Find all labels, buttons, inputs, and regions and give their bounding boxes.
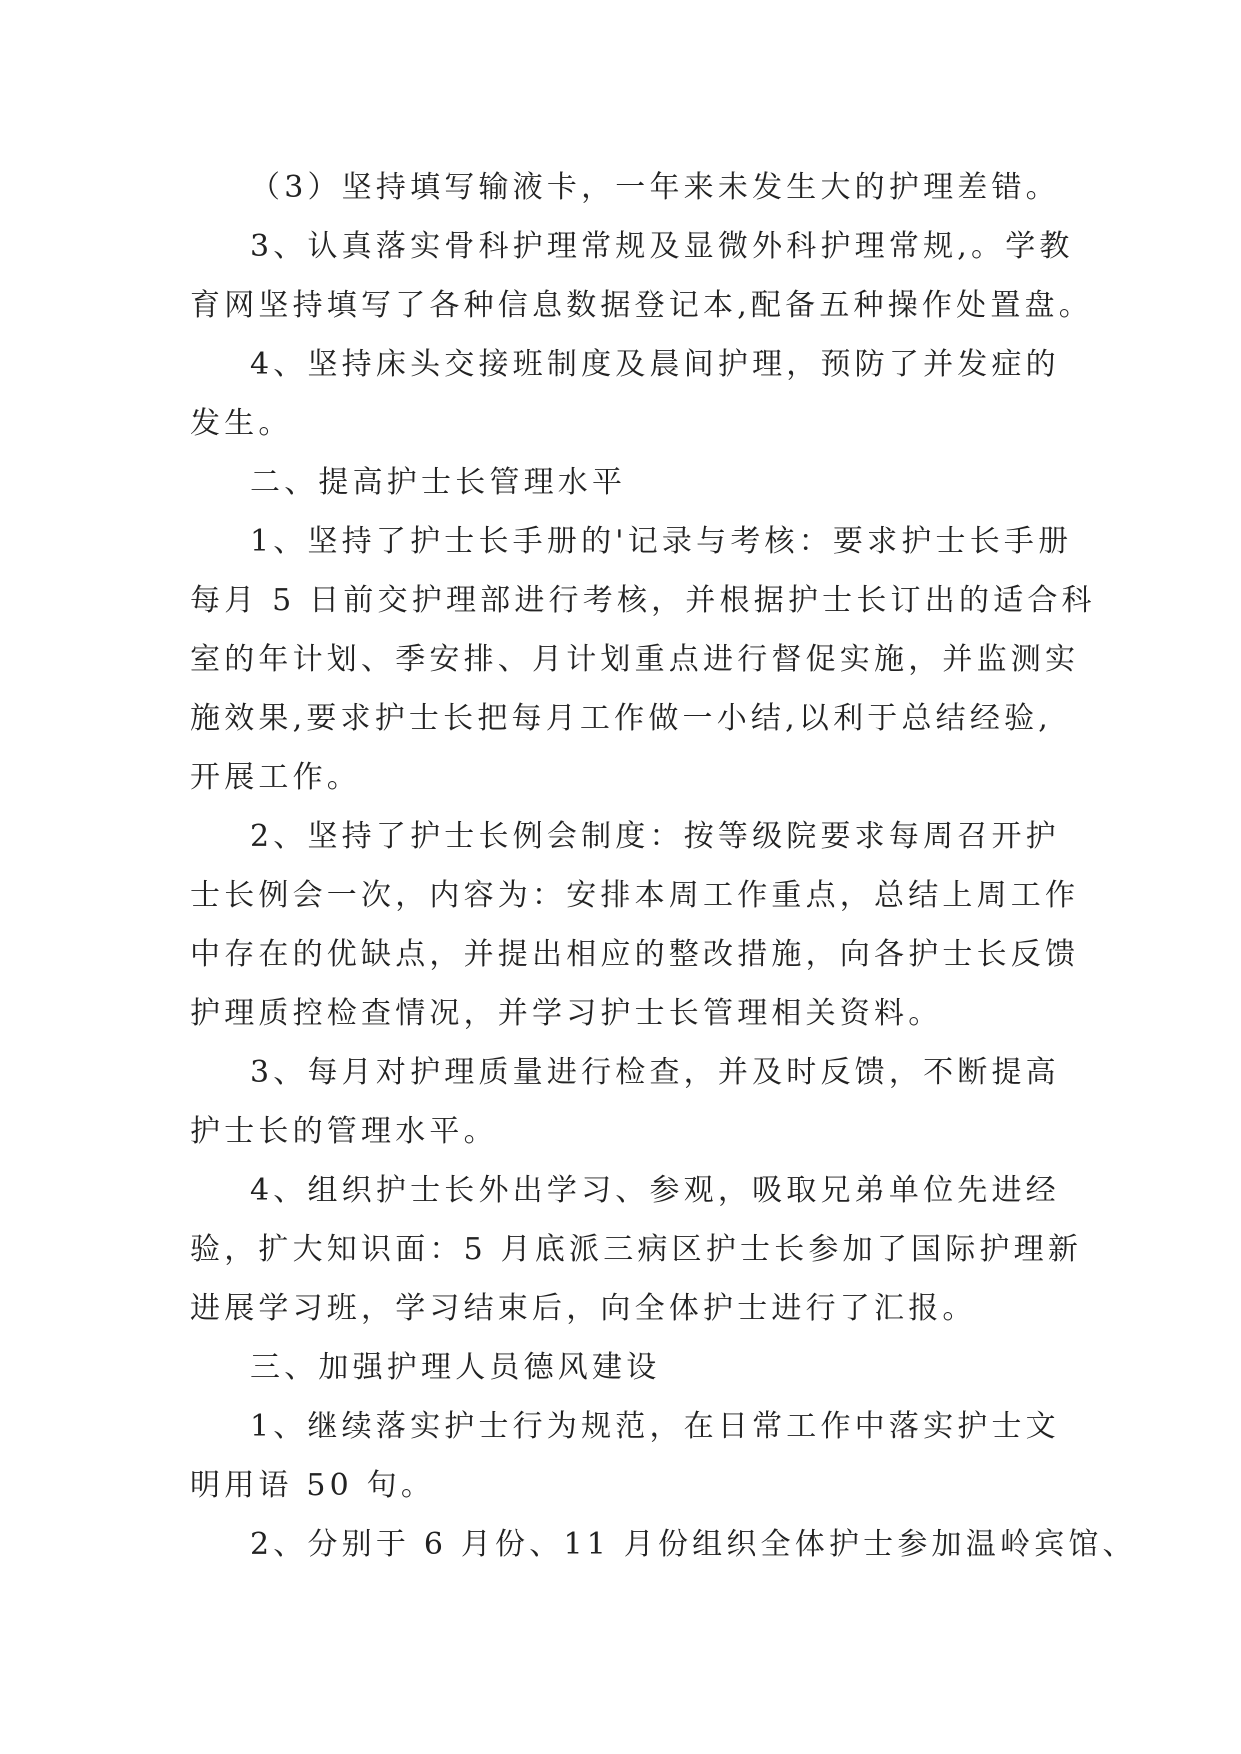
text-line: 发生。 bbox=[190, 406, 293, 441]
section-heading: 二、提高护士长管理水平 bbox=[250, 465, 627, 500]
text-line: 4、坚持床头交接班制度及晨间护理，预防了并发症的 bbox=[250, 347, 1060, 382]
text-line: 1、坚持了护士长手册的'记录与考核：要求护士长手册 bbox=[250, 524, 1073, 559]
text-line: 育网坚持填写了各种信息数据登记本,配备五种操作处置盘。 bbox=[190, 288, 1093, 323]
text-line: 室的年计划、季安排、月计划重点进行督促实施，并监测实 bbox=[190, 642, 1080, 677]
text-line: 施效果,要求护士长把每月工作做一小结,以利于总结经验, bbox=[190, 701, 1053, 736]
text-line: 士长例会一次，内容为：安排本周工作重点，总结上周工作 bbox=[190, 878, 1080, 913]
text-line: 1、继续落实护士行为规范，在日常工作中落实护士文 bbox=[250, 1409, 1060, 1444]
text-line: 验，扩大知识面：5 月底派三病区护士长参加了国际护理新 bbox=[190, 1232, 1083, 1267]
text-line: 护士长的管理水平。 bbox=[190, 1114, 498, 1149]
text-line: 3、每月对护理质量进行检查，并及时反馈，不断提高 bbox=[250, 1055, 1060, 1090]
text-line: 3、认真落实骨科护理常规及显微外科护理常规,。学教 bbox=[250, 229, 1074, 264]
text-line: 2、坚持了护士长例会制度：按等级院要求每周召开护 bbox=[250, 819, 1060, 854]
text-line: 中存在的优缺点，并提出相应的整改措施，向各护士长反馈 bbox=[190, 937, 1080, 972]
text-line: 2、分别于 6 月份、11 月份组织全体护士参加温岭宾馆、 bbox=[250, 1527, 1137, 1562]
text-line: 明用语 50 句。 bbox=[190, 1468, 436, 1503]
text-line: 开展工作。 bbox=[190, 760, 361, 795]
text-line: 护理质控检查情况，并学习护士长管理相关资料。 bbox=[190, 996, 943, 1031]
section-heading: 三、加强护理人员德风建设 bbox=[250, 1350, 661, 1385]
text-line: 每月 5 日前交护理部进行考核，并根据护士长订出的适合科 bbox=[190, 583, 1096, 618]
text-line: 进展学习班，学习结束后，向全体护士进行了汇报。 bbox=[190, 1291, 977, 1326]
text-line: （3）坚持填写输液卡，一年来未发生大的护理差错。 bbox=[250, 170, 1060, 205]
text-line: 4、组织护士长外出学习、参观，吸取兄弟单位先进经 bbox=[250, 1173, 1060, 1208]
